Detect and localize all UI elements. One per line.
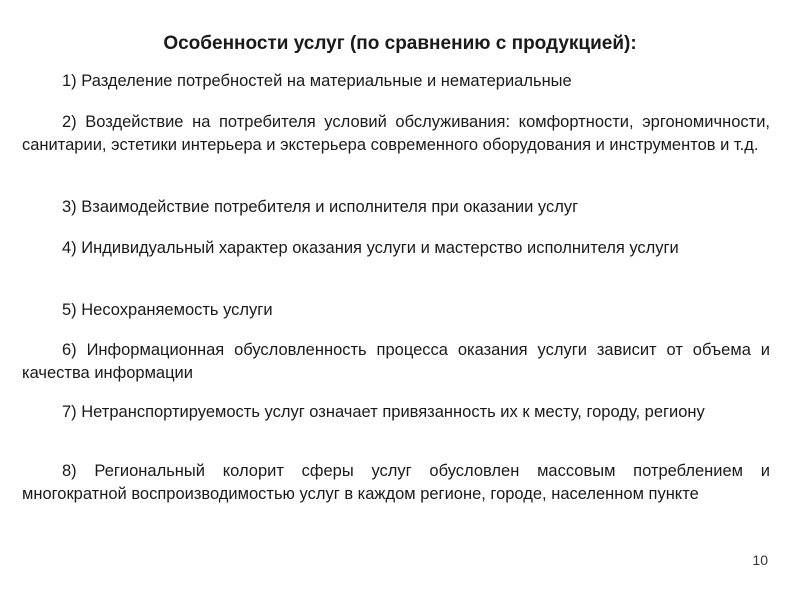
list-item-3: 3) Взаимодействие потребителя и исполнителя при оказании услуг [62,198,579,216]
list-item-8: 8) Региональный колорит сферы услуг обусловлен массовым потреблением и многократной воспроизводимостью услуг в каждом регионе, городе, населенном пункте [22,462,770,503]
list-item-1: 1) Разделение потребностей на материальные и нематериальные [62,72,572,90]
slide-title: Особенности услуг (по сравнению с продукцией): [163,33,637,54]
list-item-5: 5) Несохраняемость услуги [62,301,273,319]
page-number: 10 [752,552,768,568]
list-item-4: 4) Индивидуальный характер оказания услуги и мастерство исполнителя услуги [62,239,679,257]
list-item-6: 6) Информационная обусловленность процесса оказания услуги зависит от объема и качества информации [22,341,770,382]
list-item-2: 2) Воздействие на потребителя условий обслуживания: комфортности, эргономичности, санитарии, эстетики интерьера и экстерьера современного оборудования и инструментов и т.д. [22,113,770,154]
list-item-7: 7) Нетранспортируемость услуг означает привязанность их к месту, городу, региону [62,403,705,421]
